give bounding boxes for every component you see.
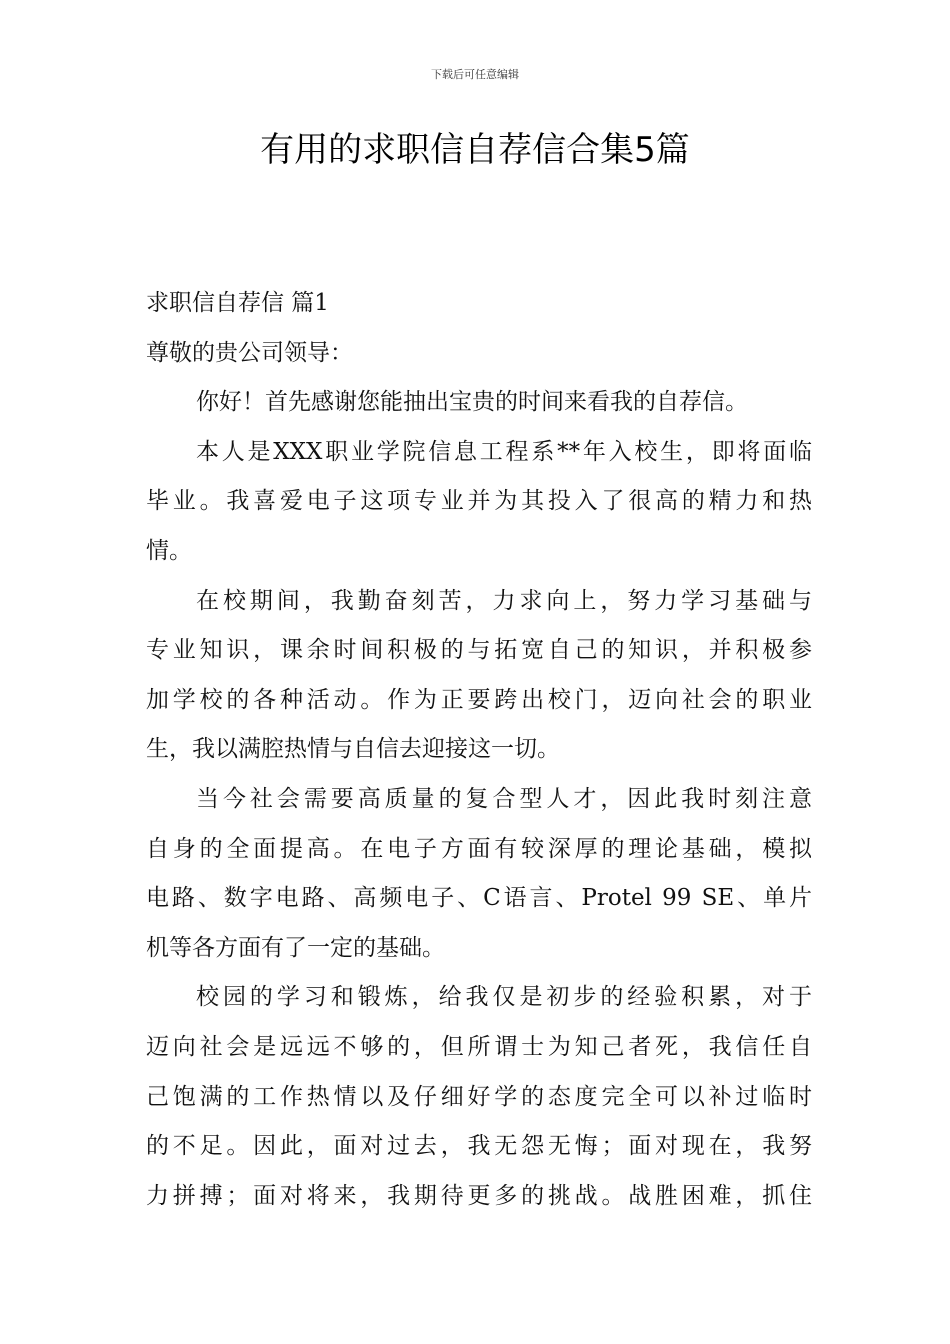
header-note: 下载后可任意编辑: [431, 68, 519, 81]
text-line: 求职信自荐信 篇1: [146, 290, 329, 316]
text-line: 生，我以满腔热情与自信去迎接这一切。: [146, 736, 560, 763]
text-line: 当今社会需要高质量的复合型人才，因此我时刻注意: [196, 785, 812, 812]
document-body: [146, 279, 812, 1221]
text-line: 己饱满的工作热情以及仔细好学的态度完全可以补过临时: [146, 1083, 812, 1110]
text-line: 在校期间，我勤奋刻苦，力求向上，努力学习基础与: [196, 587, 812, 614]
text-line: 加学校的各种活动。作为正要跨出校门，迈向社会的职业: [146, 686, 812, 713]
text-line: 你好！首先感谢您能抽出宝贵的时间来看我的自荐信。: [196, 389, 748, 416]
text-line: 迈向社会是远远不够的，但所谓士为知己者死，我信任自: [146, 1033, 812, 1060]
text-line: 情。: [146, 537, 192, 564]
text-line: 力拼搏；面对将来，我期待更多的挑战。战胜困难，抓住: [146, 1182, 812, 1209]
text-line: 机等各方面有了一定的基础。: [146, 934, 445, 961]
text-line: 本人是XXX职业学院信息工程系**年入校生，即将面临: [196, 438, 812, 465]
text-line: 自身的全面提高。在电子方面有较深厚的理论基础，模拟: [146, 835, 812, 862]
text-line: 专业知识，课余时间积极的与拓宽自己的知识，并积极参: [146, 637, 812, 664]
document-title: 有用的求职信自荐信合集5篇: [260, 130, 690, 170]
text-line: 的不足。因此，面对过去，我无怨无悔；面对现在，我努: [146, 1133, 812, 1160]
text-line: 电路、数字电路、高频电子、C语言、Protel 99 SE、单片: [146, 885, 812, 912]
text-line: 尊敬的贵公司领导：: [146, 339, 353, 366]
text-line: 校园的学习和锻炼，给我仅是初步的经验积累，对于: [196, 984, 812, 1011]
text-line: 毕业。我喜爱电子这项专业并为其投入了很高的精力和热: [146, 488, 812, 515]
